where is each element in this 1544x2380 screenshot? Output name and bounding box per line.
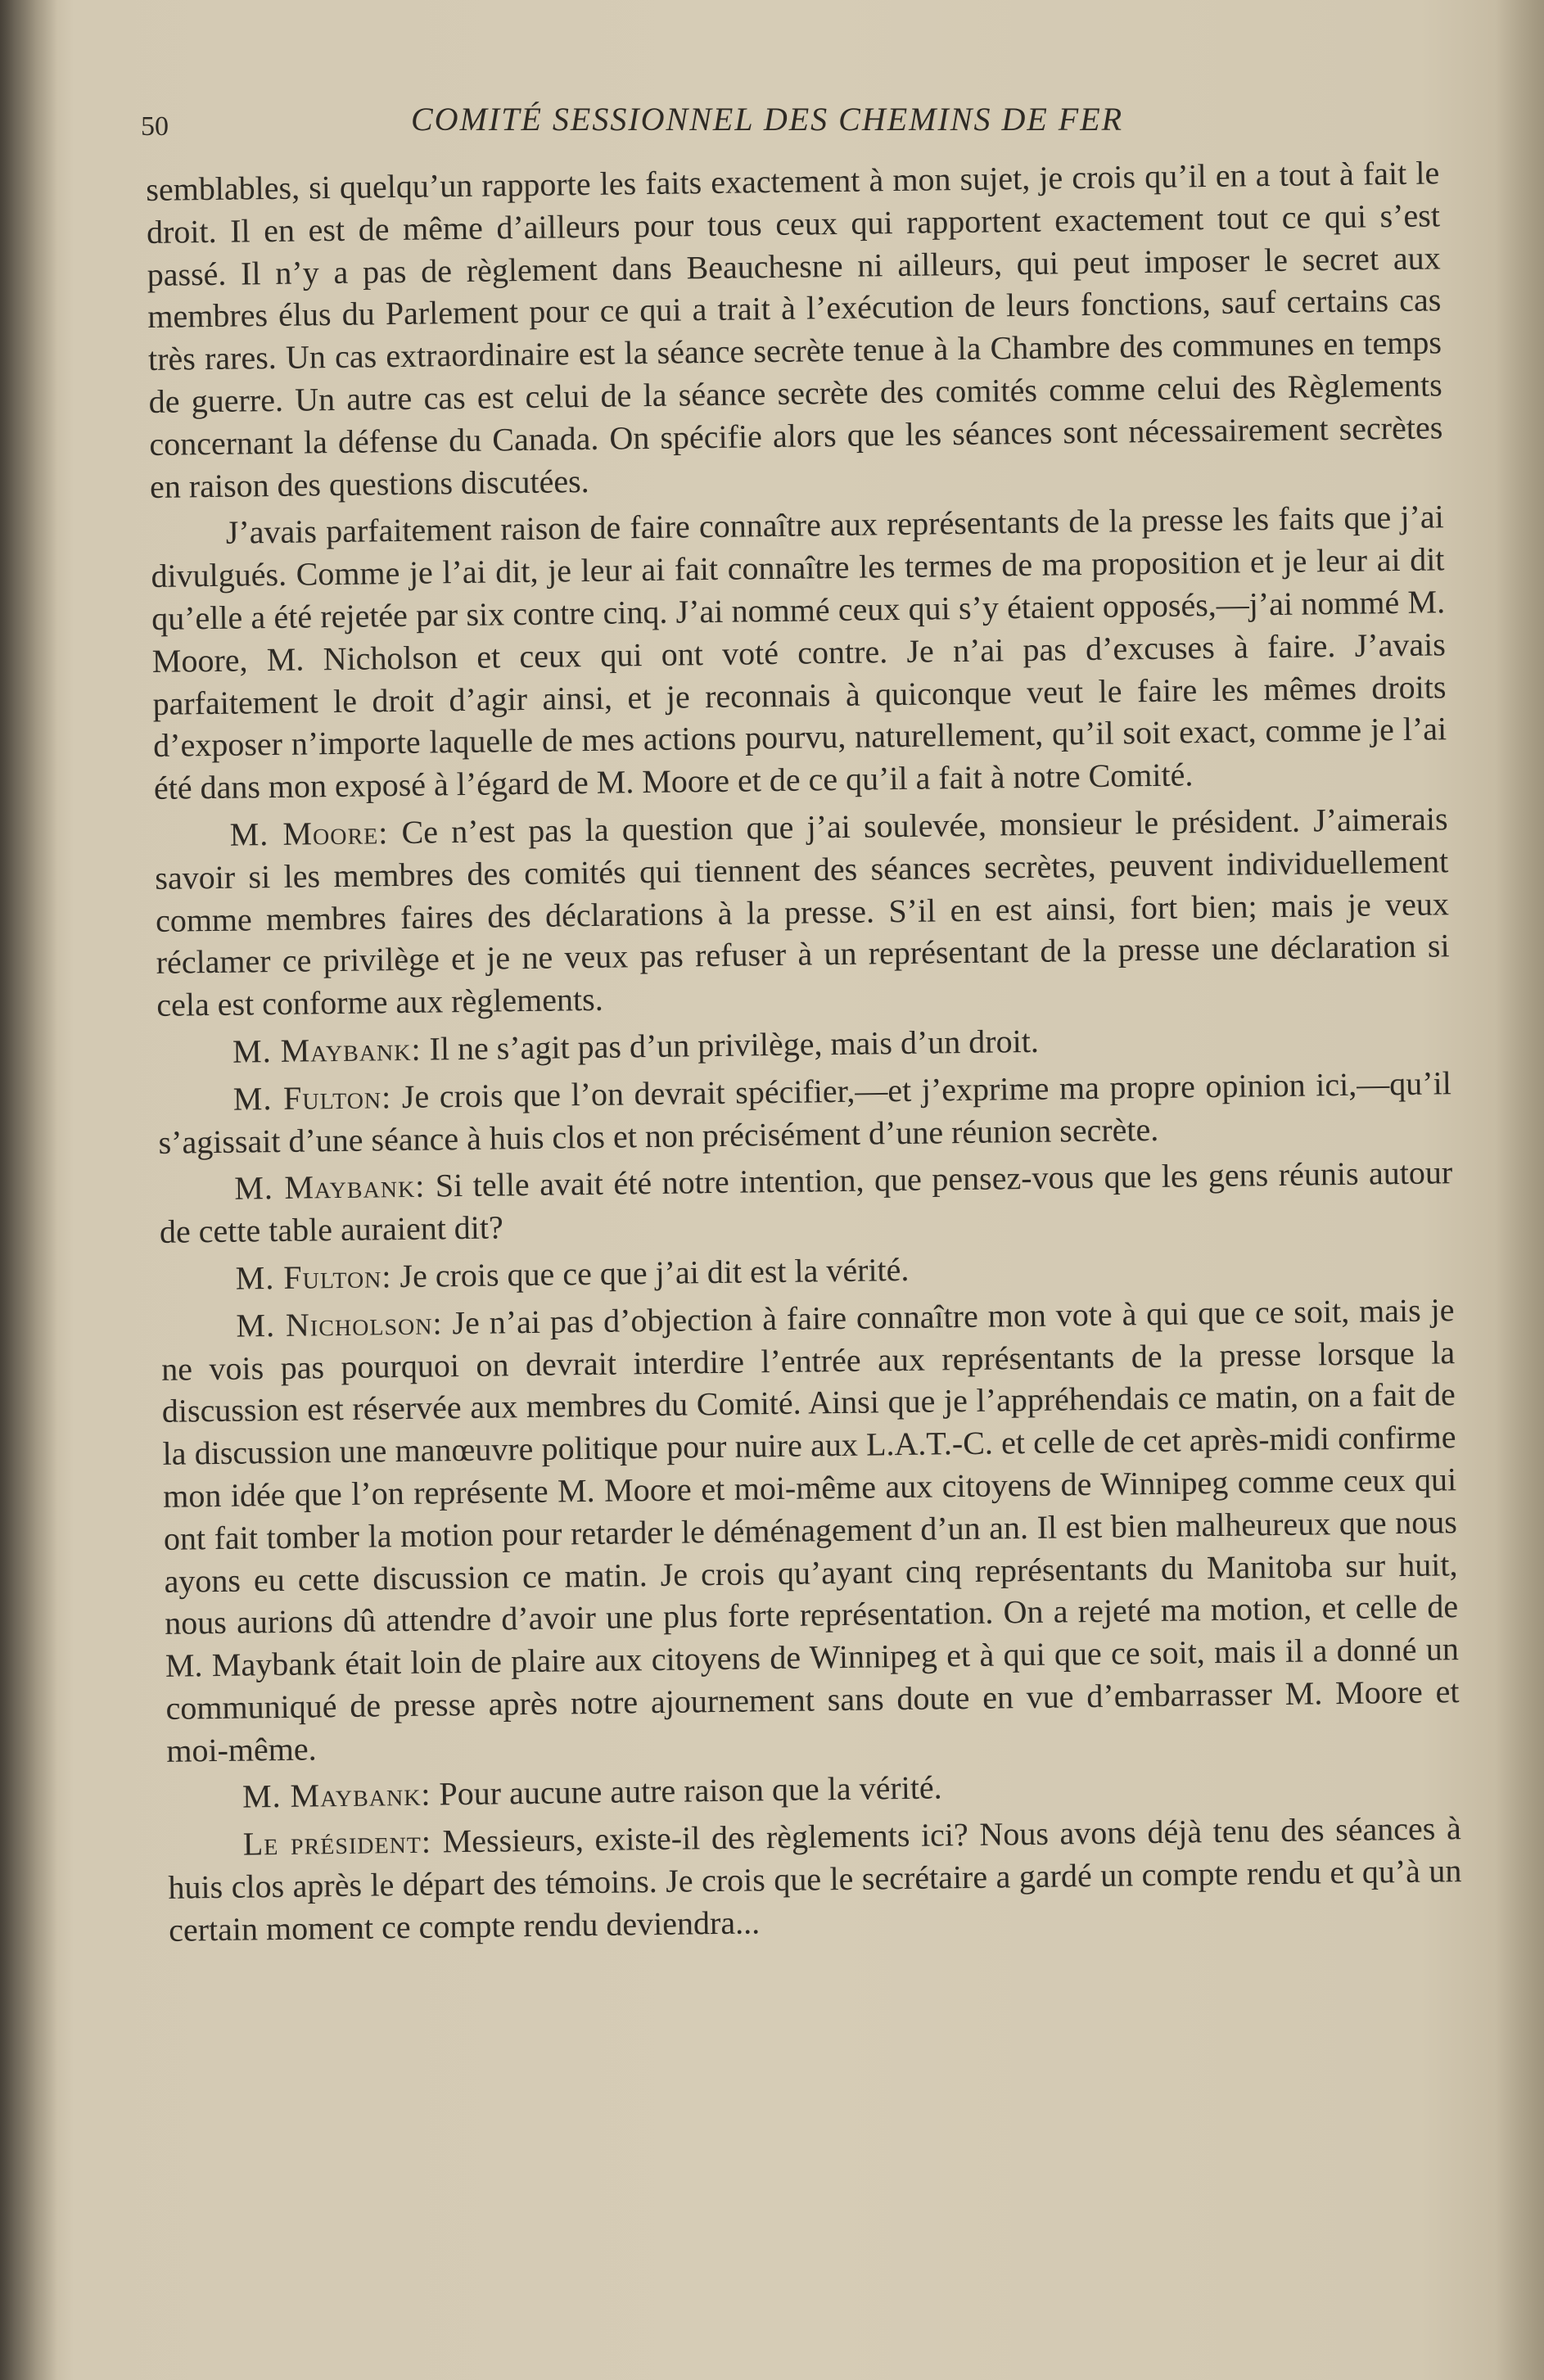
- paragraph-text: J’avais parfaitement raison de faire connaître aux représentants de la presse les faits que j’ai divulgués. Comme je l’ai dit, je leur ai fait connaître les termes de ma proposition et je leur ai dit qu’elle a été rejetée par six contre cinq. J’ai nommé ceux qui s’y étaient opposés,—j’ai nommé M. Moore, M. Nicholson et ceux qui ont voté contre. Je n’ai pas d’excuses à faire. J’avais parfaitement le droit d’agir ainsi, et je reconnais à quiconque veut le faire les mêmes droits d’exposer n’importe laquelle de mes actions pourvu, naturellement, qu’il soit exact, comme je l’ai été dans mon exposé à l’égard de M. Moore et de ce qu’il a fait à notre Comité.: [151, 498, 1447, 807]
- speaker-name: M. Maybank:: [242, 1776, 431, 1816]
- speech-text: Je crois que ce que j’ai dit est la vérité.: [400, 1250, 910, 1294]
- speech-paragraph: [154, 797, 1450, 1027]
- speech-text: Messieurs, existe-il des règlements ici? Nous avons déjà tenu des séances à huis clos après le départ des témoins. Je crois que le secrétaire a gardé un compte rendu et qu’à un certain moment ce compte rendu deviendra...: [168, 1809, 1462, 1949]
- running-head: COMITÉ SESSIONNEL DES CHEMINS DE FER: [411, 101, 1124, 138]
- page-body: [146, 151, 1462, 1956]
- speech-paragraph: [167, 1807, 1462, 1951]
- speech-text: Pour aucune autre raison que la vérité.: [439, 1768, 942, 1813]
- paragraph: [151, 496, 1448, 810]
- speech-paragraph: [160, 1289, 1460, 1772]
- speaker-name: M. Moore:: [229, 814, 389, 853]
- speaker-name: M. Fulton:: [233, 1077, 392, 1118]
- speech-text: Il ne s’agit pas d’un privilège, mais d’un droit.: [429, 1022, 1040, 1068]
- page-edge: [1495, 0, 1544, 2380]
- speech-text: Ce n’est pas la question que j’ai soulevée, monsieur le président. J’aimerais savoir si les membres des comités qui tiennent des séances secrètes, peuvent individuellement comme membres faires des déclarations à la presse. S’il en est ainsi, fort bien; mais je veux réclamer ce privilège et je ne veux pas refuser à un représentant de la presse une déclaration si cela est conforme aux règlements.: [155, 800, 1450, 1024]
- speech-text: Si telle avait été notre intention, que pensez-vous que les gens réunis autour de cette table auraient dit?: [159, 1154, 1453, 1251]
- binding-shadow: [0, 0, 57, 2380]
- speech-text: Je n’ai pas d’objection à faire connaître mon vote à qui que ce soit, mais je ne vois pas pourquoi on devrait interdire l’entrée aux représentants de la presse lorsque la discussion est réservée aux membres du Comité. Ainsi que je l’appréhendais ce matin, on a fait de la discussion une manœuvre politique pour nuire aux L.A.T.-C. et celle de cet après-midi confirme mon idée que l’on représente M. Moore et moi-même aux citoyens de Winnipeg comme ceux qui ont fait tomber la motion pour retarder le déménagement d’un an. Il est bien malheureux que nous ayons eu cette discussion ce matin. Je crois qu’ayant cinq représentants du Manitoba sur huit, nous aurions dû attendre d’avoir une plus forte représentation. On a rejeté ma motion, et celle de M. Maybank était loin de plaire aux citoyens de Winnipeg et à qui que ce soit, mais il a donné un communiqué de presse après notre ajournement sans doute en vue d’embarrasser M. Moore et moi-même.: [160, 1290, 1460, 1769]
- speaker-name: Le président:: [242, 1822, 432, 1863]
- speech-text: Je crois que l’on devrait spécifier,—et j’exprime ma propre opinion ici,—qu’il s’agissait d’une séance à huis clos et non précisément d’une réunion secrète.: [158, 1064, 1452, 1161]
- page-number: 50: [141, 111, 169, 142]
- speaker-name: M. Maybank:: [234, 1167, 426, 1208]
- paragraph: [146, 151, 1443, 508]
- speaker-name: M. Nicholson:: [236, 1304, 443, 1344]
- speaker-name: M. Fulton:: [235, 1258, 392, 1297]
- speech-paragraph: [159, 1152, 1453, 1253]
- speech-paragraph: [158, 1062, 1452, 1163]
- page-header: [141, 92, 1451, 149]
- paragraph-text: semblables, si quelqu’un rapporte les faits exactement à mon sujet, je crois qu’il en a tout à fait le droit. Il en est de même d’ailleurs pour tous ceux qui rapportent exactement tout ce qui s’est passé. Il n’y a pas de règlement dans Beauchesne ni ailleurs, qui peut imposer le secret aux membres élus du Parlement pour ce qui a trait à l’exécution de leurs fonctions, sauf certains cas très rares. Un cas extraordinaire est la séance secrète tenue à la Chambre des communes en temps de guerre. Un autre cas est celui de la séance secrète des comités comme celui des Règlements concernant la défense du Canada. On spécifie alors que les séances sont nécessairement secrètes en raison des questions discutées.: [146, 154, 1443, 505]
- speaker-name: M. Maybank:: [232, 1030, 422, 1070]
